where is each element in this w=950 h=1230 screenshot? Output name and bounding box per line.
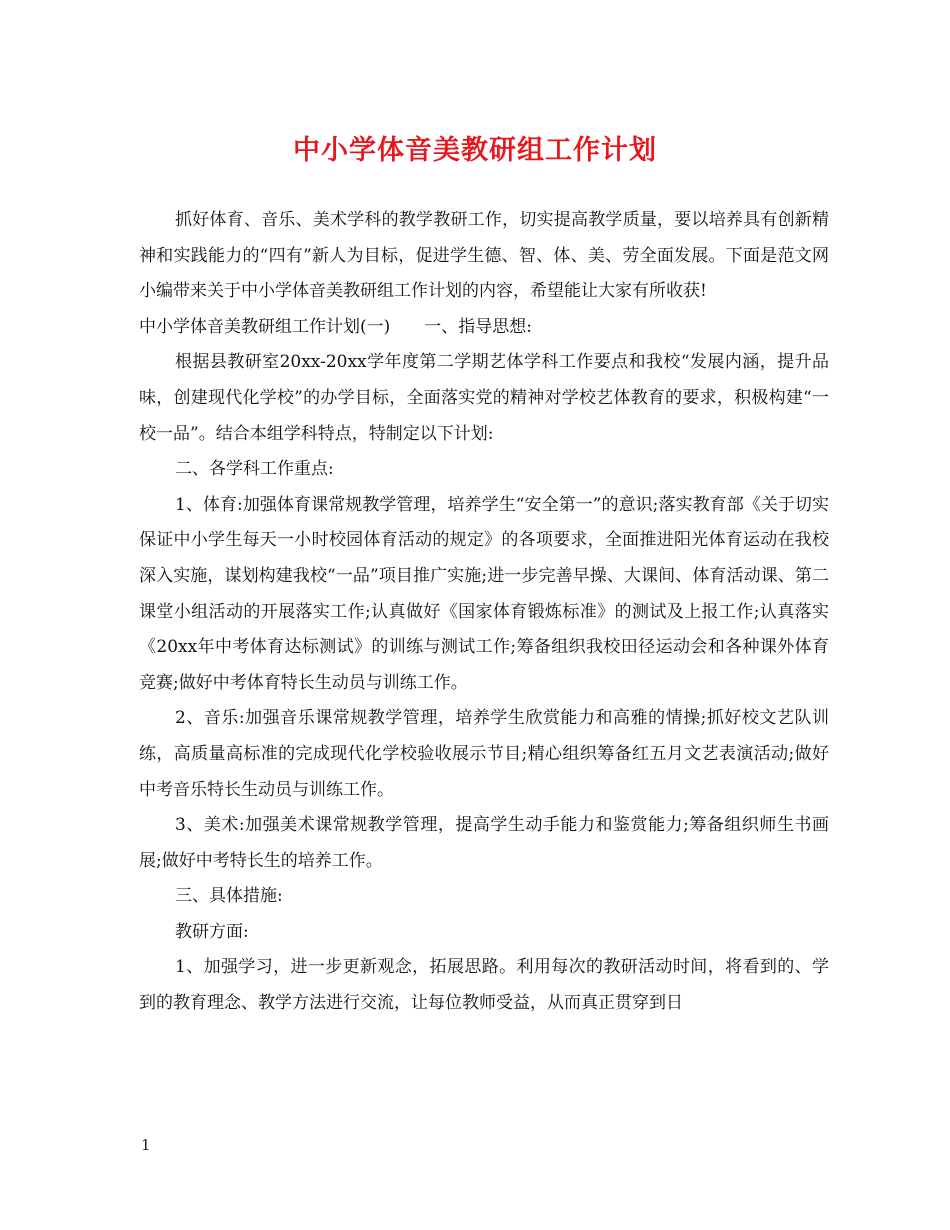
intro-paragraph: 抓好体育、音乐、美术学科的教学教研工作，切实提高教学质量，要以培养具有创新精神和实践能力的“四有”新人为目标，促进学生德、智、体、美、劳全面发展。下面是范文网小编带来关于中小学体音美教研组工作计划的内容，希望能让大家有所收获!	[139, 210, 829, 302]
research-heading: 教研方面:	[175, 921, 249, 942]
document-title: 中小学体音美教研组工作计划	[293, 135, 657, 166]
focus-music-paragraph: 2、音乐:加强音乐课常规教学管理，培养学生欣赏能力和高雅的情操;抓好校文艺队训练，高质量高标准的完成现代化学校验收展示节目;精心组织筹备红五月文艺表演活动;做好中考音乐特长生动员与训练工作。	[139, 708, 829, 800]
guiding-paragraph: 根据县教研室20xx-20xx学年度第二学期艺体学科工作要点和我校“发展内涵，提升品味，创建现代化学校”的办学目标，全面落实党的精神对学校艺体教育的要求，积极构建“一校一品”。结合本组学科特点，特制定以下计划:	[139, 352, 829, 444]
focus-art-paragraph: 3、美术:加强美术课常规教学管理，提高学生动手能力和鉴赏能力;筹备组织师生书画展;做好中考特长生的培养工作。	[139, 815, 829, 871]
focus-pe-paragraph: 1、体育:加强体育课常规教学管理，培养学生“安全第一”的意识;落实教育部《关于切实保证中小学生每天一小时校园体育活动的规定》的各项要求，全面推进阳光体育运动在我校深入实施，谋划构建我校“一品”项目推广实施;进一步完善早操、大课间、体育活动课、第二课堂小组活动的开展落实工作;认真做好《国家体育锻炼标准》的测试及上报工作;认真落实《20xx年中考体育达标测试》的训练与测试工作;筹备组织我校田径运动会和各种课外体育竞赛;做好中考体育特长生动员与训练工作。	[139, 494, 829, 693]
guiding-heading: 一、指导思想:	[424, 316, 532, 337]
section-heading: 中小学体音美教研组工作计划(一)	[139, 316, 391, 337]
focus-heading: 二、各学科工作重点:	[175, 459, 334, 480]
measures-heading: 三、具体措施:	[175, 886, 283, 907]
document-body	[139, 203, 829, 1022]
section-heading-line	[139, 310, 829, 346]
page-number: 1	[141, 1136, 151, 1154]
research-item-1: 1、加强学习，进一步更新观念，拓展思路。利用每次的教研活动时间，将看到的、学到的教育理念、教学方法进行交流，让每位教师受益，从而真正贯穿到日	[139, 957, 829, 1014]
